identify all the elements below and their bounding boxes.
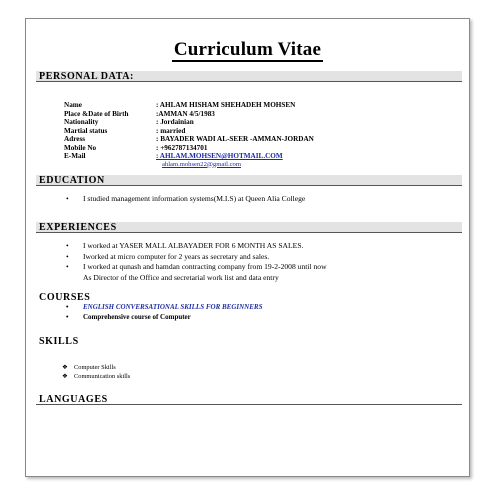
pd-row-email[interactable]: E-Mail : AHLAM.MOHSEN@HOTMAIL.COM (64, 152, 283, 160)
list-item: • I worked at YASER MALL ALBAYADER FOR 6 MONTH AS SALES. (66, 241, 304, 250)
section-personal-data: PERSONAL DATA: (36, 71, 462, 82)
section-skills: SKILLS (39, 336, 79, 347)
pd-row-email2[interactable] (64, 161, 314, 170)
pd-row-marital: Martial status : married (64, 126, 186, 135)
section-education: EDUCATION (36, 175, 462, 186)
diamond-bullet-icon: ❖ (62, 373, 68, 380)
list-item: • Comprehensive course of Computer (66, 312, 191, 321)
bullet-icon: • (66, 251, 69, 261)
skills-list (62, 363, 130, 381)
bullet-icon: • (66, 312, 69, 321)
list-item: ❖ Communication skills (62, 373, 131, 380)
list-item: • I studied management information systems(M.I.S) at Queen Alia College (66, 194, 306, 203)
section-experiences: EXPERIENCES (36, 222, 462, 233)
pd-row-birth: Place &Date of Birth :AMMAN 4/5/1983 (64, 109, 215, 118)
section-courses: COURSES (39, 292, 91, 303)
personal-data-block (64, 101, 314, 169)
list-item: • ENGLISH CONVERSATIONAL SKILLS FOR BEGINNERS (66, 303, 263, 311)
courses-list (66, 303, 262, 322)
document-title (26, 39, 469, 61)
pd-row-name: Name : AHLAM HISHAM SHEHADEH MOHSEN (64, 101, 296, 109)
diamond-bullet-icon: ❖ (62, 364, 68, 371)
email2-link[interactable]: ahlam.mohsen22@gmail.com (162, 160, 241, 168)
education-list (66, 194, 305, 205)
pd-row-nationality: Nationality : Jordainian (64, 118, 194, 126)
pd-row-mobile: Mobile No : +962787134701 (64, 143, 208, 152)
list-item: • Iworked at micro computer for 2 years as secretary and sales. (66, 251, 270, 261)
experiences-list (66, 241, 327, 283)
bullet-icon: • (66, 241, 69, 250)
list-item: ❖ Computer Skills (62, 364, 116, 371)
pd-row-address: Adress : BAYADER WADI AL-SEER -AMMAN-JORDAN (64, 135, 314, 143)
bullet-icon: • (66, 194, 69, 203)
bullet-icon: • (66, 262, 69, 271)
list-item: • I worked at qunash and hamdan contracting company from 19-2-2008 until now (66, 262, 327, 271)
email-link[interactable]: : AHLAM.MOHSEN@HOTMAIL.COM (156, 152, 283, 160)
title-text: Curriculum Vitae (173, 39, 322, 60)
list-item-continuation: As Director of the Office and secretarial work list and data entry (83, 272, 279, 282)
section-languages: LANGUAGES (36, 394, 462, 405)
bullet-icon: • (66, 303, 69, 311)
cv-page (25, 18, 470, 477)
